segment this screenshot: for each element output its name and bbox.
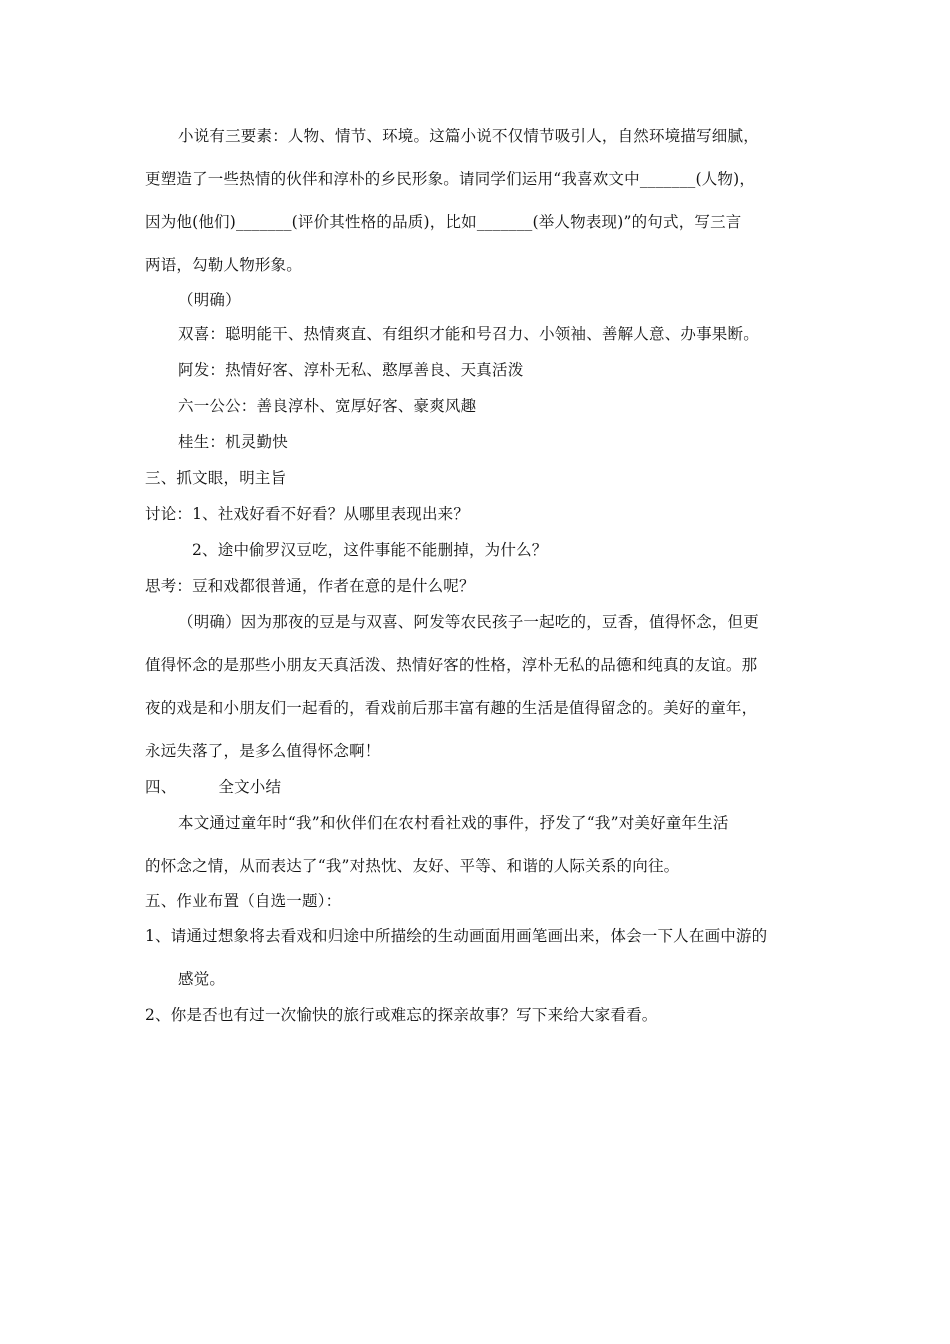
character-shuangxi: 双喜：聪明能干、热情爽直、有组织才能和号召力、小领袖、善解人意、办事果断。: [178, 325, 759, 343]
summary-line-1: 本文通过童年时“我”和伙伴们在农村看社戏的事件，抒发了“我”对美好童年生活: [178, 814, 729, 832]
answer-line-3: 夜的戏是和小朋友们一起看的，看戏前后那丰富有趣的生活是值得留念的。美好的童年，: [145, 699, 758, 717]
section4-number: 四、: [145, 778, 177, 796]
section3-heading: 三、抓文眼，明主旨: [145, 469, 287, 487]
homework-1-line-2: 感觉。: [178, 970, 226, 988]
homework-1-line-1: 1、请通过想象将去看戏和归途中所描绘的生动画面用画笔画出来，体会一下人在画中游的: [145, 927, 768, 945]
section4-heading: [145, 777, 815, 797]
answer-label: （明确）: [178, 291, 241, 309]
discussion-2: 2、途中偷罗汉豆吃，这件事能不能删掉，为什么？: [192, 541, 548, 559]
answer-line-4: 永远失落了，是多么值得怀念啊！: [145, 742, 381, 760]
thinking-question: 思考：豆和戏都很普通，作者在意的是什么呢？: [145, 577, 475, 595]
answer-line-1: （明确）因为那夜的豆是与双喜、阿发等农民孩子一起吃的，豆香，值得怀念，但更: [178, 613, 759, 631]
intro-line-4: 两语，勾勒人物形象。: [145, 256, 303, 274]
discussion-1: 讨论：1、社戏好看不好看？从哪里表现出来？: [145, 505, 470, 523]
section5-heading: 五、作业布置（自选一题）：: [145, 892, 342, 910]
summary-line-2: 的怀念之情，从而表达了“我”对热忱、友好、平等、和谐的人际关系的向往。: [145, 857, 680, 875]
intro-line-3: 因为他(他们)_______(评价其性格的品质)，比如_______(举人物表现)”的句式，写三言: [145, 213, 742, 231]
homework-2: 2、你是否也有过一次愉快的旅行或难忘的探亲故事？写下来给大家看看。: [145, 1006, 658, 1024]
character-afa: 阿发：热情好客、淳朴无私、憨厚善良、天真活泼: [178, 361, 524, 379]
character-liuyi: 六一公公：善良淳朴、宽厚好客、豪爽风趣: [178, 397, 477, 415]
character-guisheng: 桂生：机灵勤快: [178, 433, 288, 451]
section4-title: 全文小结: [218, 778, 282, 796]
intro-line-1: 小说有三要素：人物、情节、环境。这篇小说不仅情节吸引人，自然环境描写细腻，: [178, 127, 759, 145]
intro-line-2: 更塑造了一些热情的伙伴和淳朴的乡民形象。请同学们运用“我喜欢文中_______(人物)，: [145, 170, 756, 188]
answer-line-2: 值得怀念的是那些小朋友天真活泼、热情好客的性格，淳朴无私的品德和纯真的友谊。那: [145, 656, 758, 674]
